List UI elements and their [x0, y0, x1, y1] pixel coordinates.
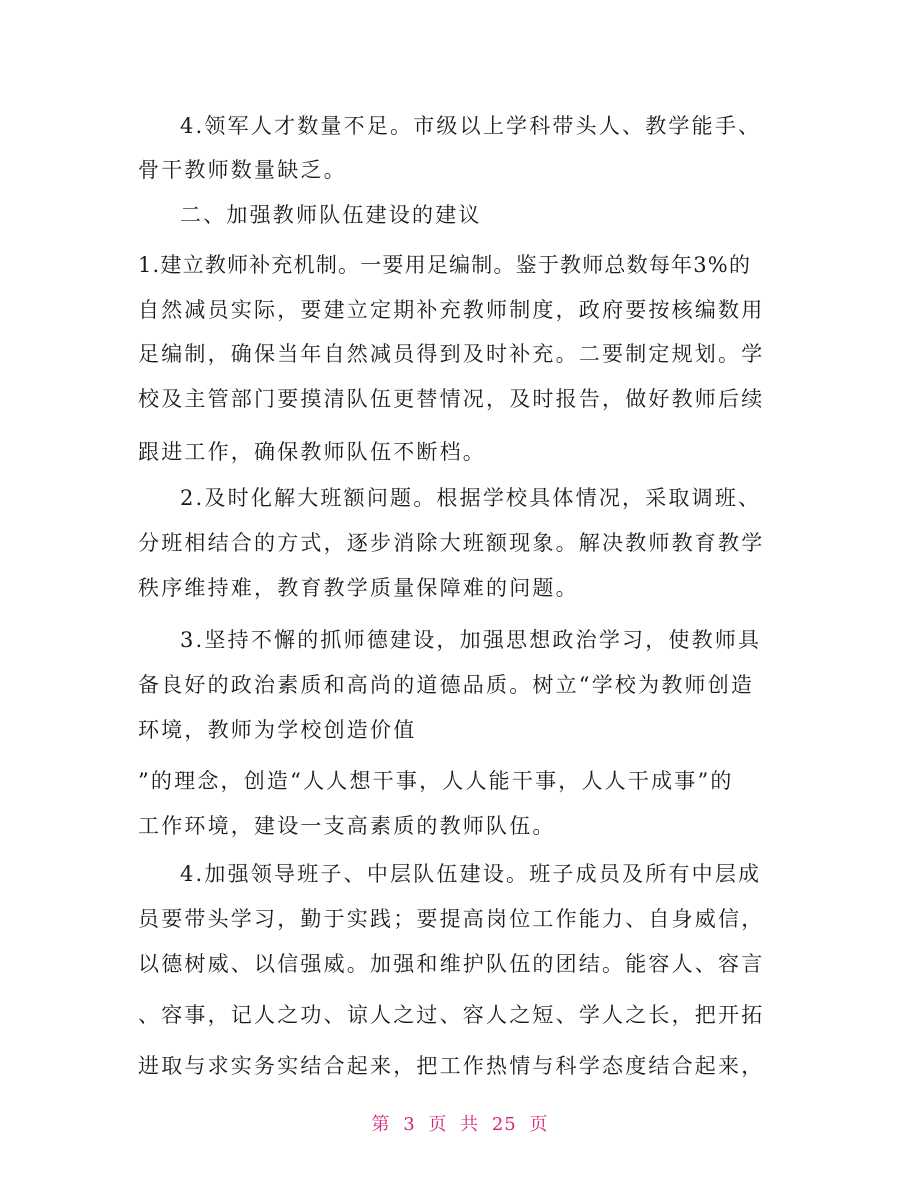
text-line: 、容事，记人之功、谅人之过、容人之短、学人之长，把开拓 — [138, 1003, 765, 1027]
text-line: 1.建立教师补充机制。一要用足编制。鉴于教师总数每年3%的 — [138, 253, 752, 277]
text-line: 备良好的政治素质和高尚的道德品质。树立“学校为教师创造 — [138, 673, 755, 697]
text-line: 足编制，确保当年自然减员得到及时补充。二要制定规划。学 — [138, 342, 765, 366]
text-line: 2.及时化解大班额问题。根据学校具体情况，采取调班、 — [180, 486, 762, 510]
text-line: 校及主管部门要摸清队伍更替情况，及时报告，做好教师后续 — [138, 387, 765, 411]
text-line: 自然减员实际，要建立定期补充教师制度，政府要按核编数用 — [138, 298, 765, 322]
text-line: 以德树威、以信强威。加强和维护队伍的团结。能容人、容言 — [138, 952, 765, 976]
text-line: 分班相结合的方式，逐步消除大班额现象。解决教师教育教学 — [138, 531, 765, 555]
text-line: 3.坚持不懈的抓师德建设，加强思想政治学习，使教师具 — [180, 628, 762, 652]
text-line: 跟进工作，确保教师队伍不断档。 — [138, 440, 486, 464]
section-heading: 二、加强教师队伍建设的建议 — [180, 203, 482, 227]
text-line: 骨干教师数量缺乏。 — [138, 158, 347, 182]
text-line: 员要带头学习，勤于实践；要提高岗位工作能力、自身威信， — [138, 907, 765, 931]
text-line: 进取与求实务实结合起来，把工作热情与科学态度结合起来， — [138, 1054, 765, 1078]
text-line: 环境，教师为学校创造价值 — [138, 718, 417, 742]
text-line: 秩序维持难，教育教学质量保障难的问题。 — [138, 576, 579, 600]
text-line: 工作环境，建设一支高素质的教师队伍。 — [138, 814, 556, 838]
text-line: 4.加强领导班子、中层队伍建设。班子成员及所有中层成 — [180, 862, 762, 886]
text-line: 4.领军人才数量不足。市级以上学科带头人、教学能手、 — [180, 114, 762, 138]
page-number-footer: 第 3 页 共 25 页 — [371, 1114, 549, 1135]
text-line: ”的理念，创造“人人想干事，人人能干事，人人干成事”的 — [138, 769, 734, 793]
